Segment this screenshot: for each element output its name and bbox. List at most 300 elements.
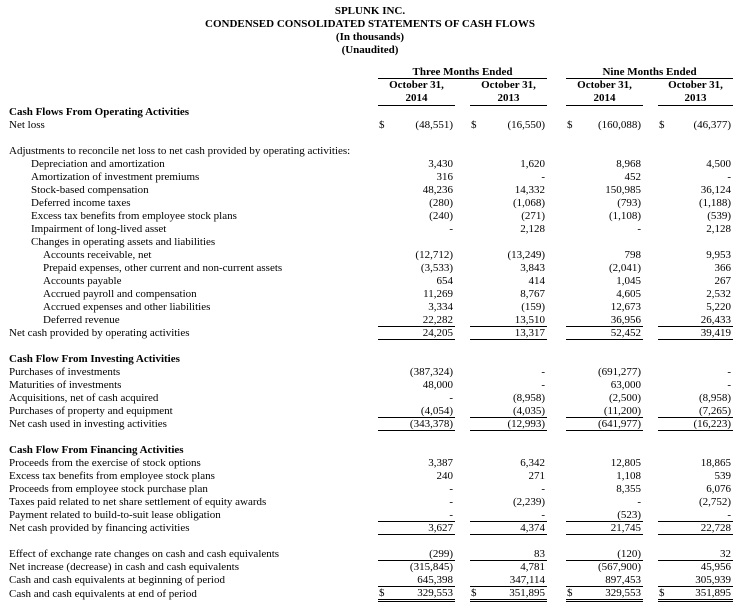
cell-value: (539) (707, 210, 732, 222)
currency-symbol (566, 573, 580, 586)
currency-symbol (658, 326, 672, 339)
currency-symbol (378, 326, 392, 339)
cell-value: (523) (580, 508, 643, 521)
cell-value (484, 443, 547, 456)
cell-value: 52,452 (580, 326, 643, 339)
table-row (6, 274, 733, 287)
cell-value (392, 144, 455, 157)
column-gap (643, 196, 658, 209)
table-row (6, 248, 733, 261)
currency-symbol (658, 300, 672, 313)
currency-symbol (658, 248, 672, 261)
currency-symbol (658, 443, 672, 456)
cell-value: 48,000 (422, 379, 453, 391)
cell-value: (4,035) (484, 404, 547, 417)
currency-symbol (566, 469, 580, 482)
table-row (6, 222, 733, 235)
table-row (6, 144, 733, 157)
column-gap (547, 521, 566, 534)
currency-symbol (658, 456, 672, 469)
section-header-row (6, 105, 733, 118)
column-gap (455, 378, 470, 391)
currency-symbol (378, 352, 392, 365)
currency-symbol (470, 287, 484, 300)
column-gap (547, 365, 566, 378)
column-gap (643, 443, 658, 456)
currency-symbol (658, 183, 672, 196)
column-gap (455, 404, 470, 417)
cell-value: 24,205 (392, 326, 455, 339)
cell-value: (1,108) (608, 210, 642, 222)
cell-value: 271 (528, 470, 546, 482)
column-gap (547, 157, 566, 170)
column-gap (643, 365, 658, 378)
currency-symbol (378, 209, 392, 222)
currency-symbol: $ (379, 119, 385, 131)
column-gap (455, 547, 470, 560)
column-gap (455, 105, 470, 118)
row-label: Taxes paid related to net share settlement of equity awards (9, 496, 267, 508)
currency-symbol (378, 313, 392, 326)
cell-value: 1,108 (616, 470, 642, 482)
cell-value: - (449, 392, 453, 404)
column-gap (643, 508, 658, 521)
column-gap (547, 261, 566, 274)
currency-symbol (378, 274, 392, 287)
currency-symbol (566, 144, 580, 157)
column-gap (547, 183, 566, 196)
cell-value: (691,277) (597, 366, 642, 378)
currency-symbol (658, 144, 672, 157)
currency-symbol (658, 547, 672, 560)
column-date-header-line2: 2014 (405, 91, 428, 104)
column-gap (547, 235, 566, 248)
column-gap (547, 313, 566, 326)
currency-symbol (378, 248, 392, 261)
currency-symbol (378, 508, 392, 521)
cell-value: (343,378) (392, 417, 455, 430)
column-gap (455, 417, 470, 430)
row-label: Cash and cash equivalents at beginning of period (9, 574, 225, 586)
column-group-header: Three Months Ended (378, 65, 547, 78)
table-row (6, 326, 733, 339)
column-gap (455, 209, 470, 222)
column-gap (455, 170, 470, 183)
cell-value: 2,532 (706, 288, 732, 300)
column-gap (643, 222, 658, 235)
cell-value: 3,627 (392, 521, 455, 534)
column-gap (643, 144, 658, 157)
spacer-row (6, 430, 733, 443)
column-gap (455, 326, 470, 339)
cell-value: 366 (714, 262, 732, 274)
table-row (6, 521, 733, 534)
section-header-row (6, 443, 733, 456)
currency-symbol (566, 495, 580, 508)
cell-value: (46,377) (693, 119, 732, 131)
row-label: Changes in operating assets and liabilities (31, 236, 216, 248)
cell-value: 32 (672, 547, 733, 560)
cell-value: 150,985 (605, 184, 642, 196)
cell-value: 4,605 (616, 288, 642, 300)
date-header-row (6, 78, 733, 105)
row-label: Maturities of investments (9, 379, 122, 391)
cell-value: 18,865 (700, 457, 732, 469)
currency-symbol (378, 469, 392, 482)
currency-symbol (378, 170, 392, 183)
cell-value: (299) (392, 547, 455, 560)
currency-symbol (470, 313, 484, 326)
row-label: Net cash used in investing activities (9, 418, 167, 430)
column-gap (547, 300, 566, 313)
cell-value: 1,620 (520, 158, 546, 170)
row-label: Acquisitions, net of cash acquired (9, 392, 159, 404)
table-row (6, 560, 733, 573)
currency-symbol (470, 144, 484, 157)
row-label: Prepaid expenses, other current and non-current assets (43, 262, 283, 274)
row-label: Stock-based compensation (31, 184, 149, 196)
cell-value: (240) (429, 210, 453, 222)
currency-symbol (566, 287, 580, 300)
cell-value: 414 (528, 275, 546, 287)
column-gap (455, 196, 470, 209)
column-gap (547, 469, 566, 482)
spacer-row (6, 339, 733, 352)
currency-symbol (658, 209, 672, 222)
cell-value (484, 235, 547, 248)
cell-value: (8,958) (698, 392, 732, 404)
currency-symbol (658, 404, 672, 417)
cell-value: 305,939 (672, 573, 733, 586)
cell-value: - (449, 496, 453, 508)
currency-symbol (566, 560, 580, 573)
currency-symbol (470, 105, 484, 118)
currency-symbol (378, 183, 392, 196)
cell-value: (16,550) (507, 119, 546, 131)
currency-symbol (378, 157, 392, 170)
table-row (6, 287, 733, 300)
cell-value: (159) (521, 301, 546, 313)
currency-symbol (470, 443, 484, 456)
cell-value (392, 235, 455, 248)
cell-value: 22,282 (392, 313, 455, 326)
currency-symbol: $ (659, 119, 665, 131)
currency-symbol: $ (470, 586, 484, 600)
cell-value: - (672, 508, 733, 521)
column-gap (547, 248, 566, 261)
cell-value: - (637, 496, 642, 508)
currency-symbol (658, 573, 672, 586)
row-label: Payment related to build-to-suit lease obligation (9, 509, 221, 521)
spacer (6, 534, 733, 547)
cell-value (672, 352, 733, 365)
table-row (6, 157, 733, 170)
row-label: Proceeds from the exercise of stock options (9, 457, 201, 469)
table-row (6, 469, 733, 482)
currency-symbol (566, 196, 580, 209)
row-label: Purchases of property and equipment (9, 405, 173, 417)
column-gap (455, 560, 470, 573)
cell-value: - (727, 171, 732, 183)
statement-title: CONDENSED CONSOLIDATED STATEMENTS OF CASH FLOWS (205, 18, 535, 30)
cell-value: 1,045 (616, 275, 642, 287)
currency-symbol (470, 378, 484, 391)
cell-value: 452 (624, 171, 642, 183)
spacer-row (6, 131, 733, 144)
currency-symbol (470, 248, 484, 261)
currency-symbol (566, 443, 580, 456)
column-gap (643, 261, 658, 274)
column-gap (547, 118, 566, 131)
cell-value: (8,958) (512, 392, 546, 404)
cell-value (580, 235, 643, 248)
column-gap (547, 443, 566, 456)
currency-symbol (470, 365, 484, 378)
cell-value: - (727, 379, 732, 391)
currency-symbol (566, 365, 580, 378)
cell-value: 36,124 (700, 184, 732, 196)
cell-value: (3,533) (420, 262, 453, 274)
column-gap (455, 508, 470, 521)
row-label: Cash Flow From Financing Activities (9, 444, 184, 456)
currency-symbol (566, 235, 580, 248)
column-gap (455, 144, 470, 157)
table-row (6, 417, 733, 430)
currency-symbol (470, 222, 484, 235)
column-gap (455, 183, 470, 196)
cell-value: 8,968 (616, 158, 642, 170)
column-gap (643, 313, 658, 326)
column-gap (547, 560, 566, 573)
row-label: Effect of exchange rate changes on cash and cash equivalents (9, 548, 280, 560)
currency-symbol (658, 261, 672, 274)
table-row (6, 261, 733, 274)
cell-value (580, 352, 643, 365)
currency-symbol (658, 313, 672, 326)
spacer-row (6, 534, 733, 547)
column-gap (547, 573, 566, 586)
spacer (6, 131, 733, 144)
cell-value (672, 443, 733, 456)
table-row (6, 404, 733, 417)
column-gap (643, 417, 658, 430)
currency-symbol (566, 209, 580, 222)
cell-value: (160,088) (597, 119, 642, 131)
cell-value: (2,500) (608, 392, 642, 404)
currency-symbol (566, 274, 580, 287)
row-label: Proceeds from employee stock purchase plan (9, 483, 208, 495)
currency-symbol (378, 482, 392, 495)
cell-value: (2,239) (512, 496, 546, 508)
cell-value (672, 144, 733, 157)
spacer (6, 339, 733, 352)
cell-value: (567,900) (597, 561, 642, 573)
cell-value: 9,953 (706, 249, 732, 261)
row-label: Adjustments to reconcile net loss to net cash provided by operating activities: (9, 145, 351, 157)
cell-value: (7,265) (672, 404, 733, 417)
column-gap (547, 586, 566, 600)
column-gap (455, 300, 470, 313)
column-date-header (658, 78, 733, 105)
column-gap (643, 378, 658, 391)
currency-symbol (470, 560, 484, 573)
cell-value: (13,249) (507, 249, 546, 261)
column-group-header: Nine Months Ended (566, 65, 733, 78)
row-label: Deferred revenue (43, 314, 120, 326)
audit-status-note: (Unaudited) (341, 44, 399, 56)
cash-flow-table (6, 65, 733, 602)
cell-value: (48,551) (415, 119, 453, 131)
currency-symbol (378, 144, 392, 157)
cell-value: 36,956 (580, 313, 643, 326)
column-gap (547, 209, 566, 222)
table-row (6, 183, 733, 196)
row-label: Impairment of long-lived asset (31, 223, 167, 235)
currency-symbol (378, 560, 392, 573)
column-gap (547, 417, 566, 430)
cell-value: 5,220 (706, 301, 732, 313)
cell-value: (793) (617, 197, 642, 209)
currency-symbol (566, 508, 580, 521)
column-gap (643, 547, 658, 560)
row-label: Accrued expenses and other liabilities (43, 301, 211, 313)
column-gap (547, 482, 566, 495)
column-gap (643, 287, 658, 300)
column-gap (455, 235, 470, 248)
currency-symbol (658, 274, 672, 287)
column-gap (455, 261, 470, 274)
column-gap (547, 495, 566, 508)
currency-symbol: $ (567, 119, 573, 131)
column-gap (455, 78, 470, 105)
row-label: Accrued payroll and compensation (43, 288, 197, 300)
cell-value: 4,781 (520, 561, 546, 573)
cell-value: 2,128 (520, 223, 546, 235)
cell-value: (2,752) (698, 496, 732, 508)
currency-symbol (658, 352, 672, 365)
column-gap (455, 573, 470, 586)
currency-symbol (378, 443, 392, 456)
cell-value (484, 352, 547, 365)
currency-symbol: $ (378, 586, 392, 600)
currency-symbol (378, 547, 392, 560)
column-gap (455, 521, 470, 534)
cell-value: (1,068) (512, 197, 546, 209)
table-row (6, 196, 733, 209)
cell-value (580, 443, 643, 456)
column-gap (455, 352, 470, 365)
column-gap (547, 222, 566, 235)
cell-value: (641,977) (580, 417, 643, 430)
cell-value: 14,332 (514, 184, 546, 196)
cell-value: 21,745 (580, 521, 643, 534)
column-gap (547, 547, 566, 560)
currency-symbol (378, 235, 392, 248)
column-gap (455, 313, 470, 326)
column-gap (643, 118, 658, 131)
cell-value: 6,342 (520, 457, 546, 469)
spacer (6, 430, 733, 443)
column-gap (547, 391, 566, 404)
column-gap (547, 378, 566, 391)
cell-value: (315,845) (409, 561, 453, 573)
cell-value (672, 105, 733, 118)
currency-symbol (658, 170, 672, 183)
column-gap (455, 118, 470, 131)
currency-symbol (470, 417, 484, 430)
row-label: Depreciation and amortization (31, 158, 165, 170)
cell-value: - (637, 223, 642, 235)
column-gap (643, 456, 658, 469)
cell-value: 13,317 (484, 326, 547, 339)
currency-symbol (566, 300, 580, 313)
column-gap (643, 209, 658, 222)
cell-value: 12,673 (610, 301, 642, 313)
currency-symbol (470, 456, 484, 469)
cell-value: 897,453 (580, 573, 643, 586)
table-row (6, 365, 733, 378)
cell-value (672, 235, 733, 248)
currency-symbol (470, 495, 484, 508)
currency-symbol (566, 105, 580, 118)
table-row (6, 300, 733, 313)
table-row (6, 378, 733, 391)
currency-symbol (378, 300, 392, 313)
currency-symbol (470, 326, 484, 339)
currency-symbol (378, 287, 392, 300)
column-gap (643, 78, 658, 105)
column-gap (643, 391, 658, 404)
cell-value: - (449, 223, 453, 235)
currency-symbol (470, 274, 484, 287)
currency-symbol (658, 105, 672, 118)
currency-symbol (470, 391, 484, 404)
row-label: Net increase (decrease) in cash and cash equivalents (9, 561, 239, 573)
currency-symbol (658, 560, 672, 573)
cell-value: 39,419 (672, 326, 733, 339)
period-group-header-row (6, 65, 733, 78)
cell-value: 83 (484, 547, 547, 560)
column-gap (455, 274, 470, 287)
cell-value: - (541, 171, 546, 183)
row-label: Accounts payable (43, 275, 122, 287)
column-gap (643, 248, 658, 261)
currency-symbol (566, 391, 580, 404)
table-row (6, 118, 733, 131)
cell-value: 654 (436, 275, 453, 287)
currency-symbol (378, 261, 392, 274)
column-gap (643, 326, 658, 339)
cell-value (484, 144, 547, 157)
corner-cell (6, 65, 378, 78)
column-gap (643, 495, 658, 508)
cell-value: 3,334 (428, 301, 453, 313)
table-row (6, 573, 733, 586)
currency-symbol (658, 196, 672, 209)
currency-symbol (378, 521, 392, 534)
cell-value: 63,000 (610, 379, 642, 391)
units-note: (In thousands) (335, 31, 405, 43)
table-row (6, 209, 733, 222)
cell-value (392, 443, 455, 456)
cell-value: (4,054) (392, 404, 455, 417)
currency-symbol (566, 404, 580, 417)
table-row (6, 495, 733, 508)
cell-value: 12,805 (610, 457, 642, 469)
table-row (6, 547, 733, 560)
currency-symbol (566, 521, 580, 534)
column-gap (643, 170, 658, 183)
